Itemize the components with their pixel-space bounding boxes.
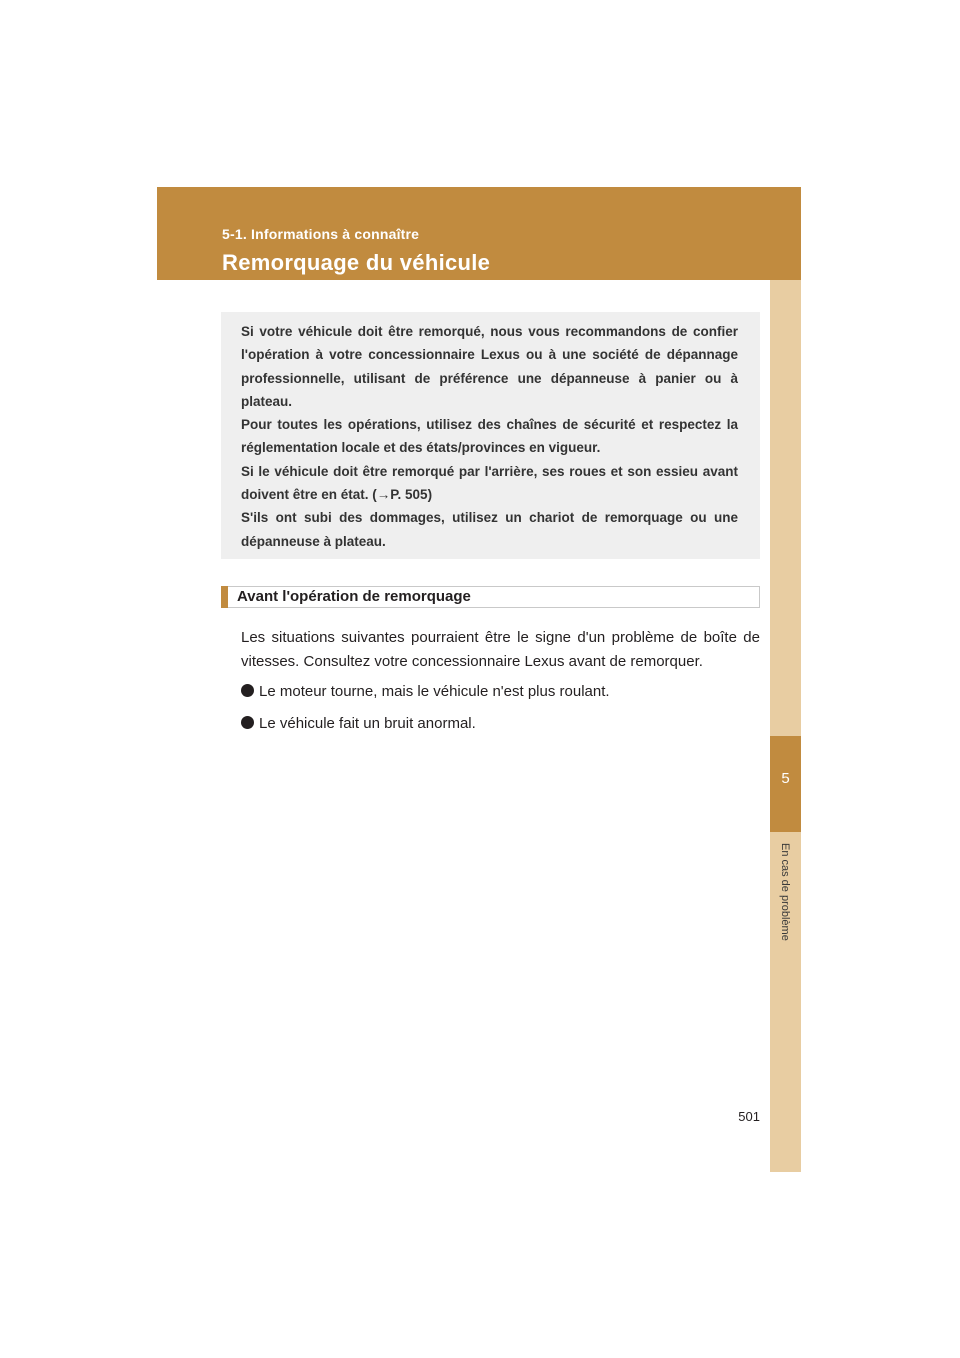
section-label: 5-1. Informations à connaître [222, 226, 420, 242]
body-paragraph: Les situations suivantes pourraient être le signe d'un problème de boîte de vitesses. Consultez votre concessionnaire Lexus avant de remorquer. [241, 629, 760, 670]
bullet-icon [241, 716, 254, 729]
subsection-marker [221, 586, 228, 608]
intro-paragraph: Si votre véhicule doit être remorqué, nous vous recommandons de confier l'opération à votre concessionnaire Lexus ou à une société de dépannage professionnelle, utilisant de préférence une dépanneuse à panier ou à plateau. [241, 324, 738, 409]
subsection-title: Avant l'opération de remorquage [237, 588, 471, 605]
bullet-item [241, 714, 476, 734]
intro-paragraph: Si le véhicule doit être remorqué par l'arrière, ses roues et son essieu avant doivent être en état. (→P. 505) [241, 463, 738, 503]
chapter-number: 5 [781, 770, 790, 787]
intro-text [241, 320, 738, 553]
intro-paragraph: S'ils ont subi des dommages, utilisez un chariot de remorquage ou une dépanneuse à plateau. [241, 510, 738, 549]
bullet-text: Le moteur tourne, mais le véhicule n'est plus roulant. [259, 683, 610, 700]
intro-paragraph: Pour toutes les opérations, utilisez des chaînes de sécurité et respectez la réglementation locale et des états/provinces en vigueur. [241, 417, 738, 456]
bullet-icon [241, 684, 254, 697]
bullet-item [241, 682, 610, 702]
chapter-side-strip [770, 280, 801, 1172]
bullet-text: Le véhicule fait un bruit anormal. [259, 715, 476, 732]
page-number: 501 [738, 1109, 760, 1124]
page-title: Remorquage du véhicule [222, 250, 491, 275]
chapter-title: En cas de problème [779, 843, 791, 941]
